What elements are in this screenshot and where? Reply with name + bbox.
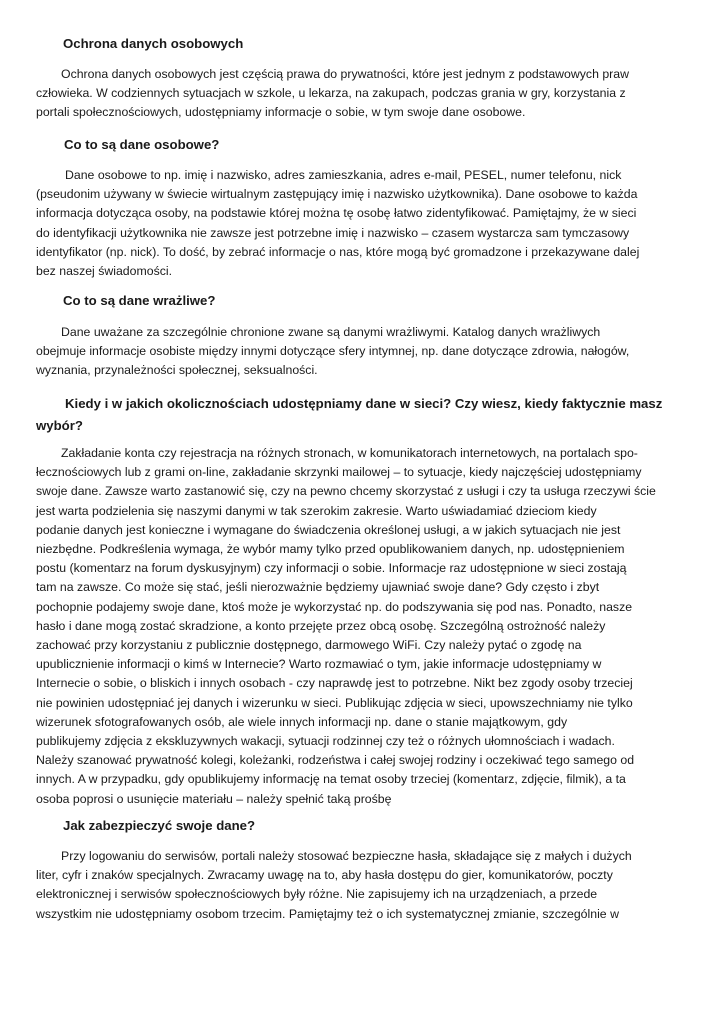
section-body (36, 847, 630, 924)
paragraph (36, 166, 640, 281)
section-data-protection (36, 33, 630, 55)
text-line: nie powinien udostępniać jej danych i wizerunku w sieci. Publikując zdjęcia w sieci, upowszechniamy nie tylko (36, 695, 633, 710)
text-line: człowieka. W codziennych sytuacjach w szkole, u lekarza, na zakupach, podczas grania w gry, korzystania z (36, 86, 626, 101)
text-line: innych. A w przypadku, gdy opublikujemy informację na temat osoby trzeciej (komentarz, zdjęcie, filmik), a ta (36, 772, 626, 787)
text-line: swoje dane. Zawsze warto zastanowić się, czy na pewno chcemy skorzystać z usługi i czy ta usługa rzeczywi ście (36, 484, 656, 499)
section-personal-data (36, 134, 630, 156)
text-line: bez naszej świadomości. (36, 264, 173, 279)
text-line: liter, cyfr i znaków specjalnych. Zwracamy uwagę na to, aby hasła dostępu do gier, komunikatorów, poczty (36, 868, 613, 883)
section-heading (36, 393, 663, 437)
text-line: Dane osobowe to np. imię i nazwisko, adres zamieszkania, adres e-mail, PESEL, numer telefonu, nick (65, 168, 622, 182)
text-line: wyznania, przynależności społecznej, seksualności. (36, 363, 318, 378)
section-secure-data (36, 815, 630, 837)
text-line: publikujemy zdjęcia z ekskluzywnych wakacji, sytuacji rodzinnej czy też o różnych ułomnościach i wadach. (36, 734, 615, 749)
text-line: Należy szanować prywatność kolegi, koleżanki, rodzeństwa i całej swojej rodziny i oczekiwać tego samego od (36, 753, 635, 768)
text-line: elektronicznej i serwisów społecznościowych były różne. Nie zapisujemy ich na urządzeniach, a przede (36, 887, 598, 902)
text-line: osoba poprosi o usunięcie materiału – należy spełnić taką prośbę (36, 791, 392, 806)
text-line: tam na zawsze. Co może się stać, jeśli nierozważnie będziemy ujawniać swoje dane? Gdy często i zbyt (36, 580, 600, 595)
text-line: Przy logowaniu do serwisów, portali należy stosować bezpieczne hasła, składające się z małych i dużych (61, 849, 632, 863)
text-line: upublicznienie informacji o kimś w Internecie? Warto rozmawiać o tym, jakie informacje udostępniamy w (36, 657, 602, 672)
text-line: portali społecznościowych, udostępniamy informacje o sobie, w tym swoje dane osobowe. (36, 105, 526, 120)
heading-line: wybór? (36, 418, 83, 433)
section-body (36, 323, 630, 381)
section-body (36, 65, 630, 123)
paragraph (36, 65, 630, 123)
text-line: (pseudonim używany w świecie wirtualnym zastępujący imię i nazwisko użytkownika). Dane osobowe to każda (36, 187, 638, 202)
text-line: postu (komentarz na forum dyskusyjnym) czy informacji o sobie. Informacje raz udostępnione w sieci zostają (36, 561, 627, 576)
paragraph (36, 444, 656, 809)
text-line: podanie danych jest konieczne i wymagane do świadczenia określonej usługi, a w jakich sytuacjach nie jest (36, 522, 621, 537)
text-line: Internecie o sobie, o bliskich i innych osobach - czy naprawdę jest to potrzebne. Nikt bez zgody osoby trzeciej (36, 676, 633, 691)
text-line: Ochrona danych osobowych jest częścią prawa do prywatności, które jest jednym z podstawowych praw (61, 67, 629, 81)
paragraph (36, 847, 630, 924)
heading-line: Kiedy i w jakich okolicznościach udostępniamy dane w sieci? Czy wiesz, kiedy faktycznie masz (65, 396, 663, 411)
text-line: obejmuje informacje osobiste między innymi dotyczące sfery intymnej, np. dane dotyczące zdrowia, nałogów, (36, 344, 630, 359)
text-line: jest warta podzielenia się naszymi danymi w tak szerokim zakresie. Warto uświadamiać dzieciom kiedy (36, 503, 597, 518)
text-line: do identyfikacji użytkownika nie zawsze jest potrzebne imię i nazwisko – czasem wystarcza sam tymczasowy (36, 225, 630, 240)
text-line: wizerunek sfotografowanych osób, ale wiele innych informacji np. dane o stanie majątkowym, gdy (36, 714, 568, 729)
section-when-share (36, 393, 663, 437)
text-line: Zakładanie konta czy rejestracja na różnych stronach, w komunikatorach internetowych, na portalach spo- (61, 446, 638, 460)
text-line: niezbędne. Podkreślenia wymaga, że wybór mamy tylko przed opublikowaniem danych, np. udostępnieniem (36, 542, 625, 557)
text-line: łecznościowych lub z grami on-line, zakładanie skrzynki mailowej – to sytuacje, kiedy najczęściej udostępniamy (36, 465, 642, 480)
text-line: zachować przy korzystaniu z publicznie dostępnego, darmowego WiFi. Czy należy pytać o zgodę na (36, 638, 582, 653)
paragraph (36, 323, 630, 381)
text-line: pochopnie podajemy swoje dane, ktoś może je wykorzystać np. do podszywania się pod nas. Ponadto, nasze (36, 599, 633, 614)
text-line: informacja dotycząca osoby, na podstawie której można tę osobę łatwo zidentyfikować. Pamiętajmy, że w sieci (36, 206, 637, 221)
section-heading: Jak zabezpieczyć swoje dane? (63, 818, 256, 833)
section-body (36, 166, 640, 281)
section-heading: Co to są dane wrażliwe? (63, 293, 216, 308)
text-line: hasło i dane mogą zostać skradzione, a konto przejęte przez obcą osobę. Szczególną ostrożność należy (36, 618, 606, 633)
text-line: identyfikator (np. nick). To dość, by zebrać informacje o nas, które mogą być gromadzone i przekazywane dalej (36, 244, 640, 259)
section-heading: Co to są dane osobowe? (64, 137, 220, 152)
section-sensitive-data (36, 290, 630, 312)
text-line: Dane uważane za szczególnie chronione zwane są danymi wrażliwymi. Katalog danych wrażliwych (61, 325, 601, 339)
section-body (36, 444, 656, 809)
text-line: wszystkim nie udostępniamy osobom trzecim. Pamiętajmy też o ich systematycznej zmianie, szczególnie w (36, 906, 619, 921)
section-heading: Ochrona danych osobowych (63, 36, 244, 51)
